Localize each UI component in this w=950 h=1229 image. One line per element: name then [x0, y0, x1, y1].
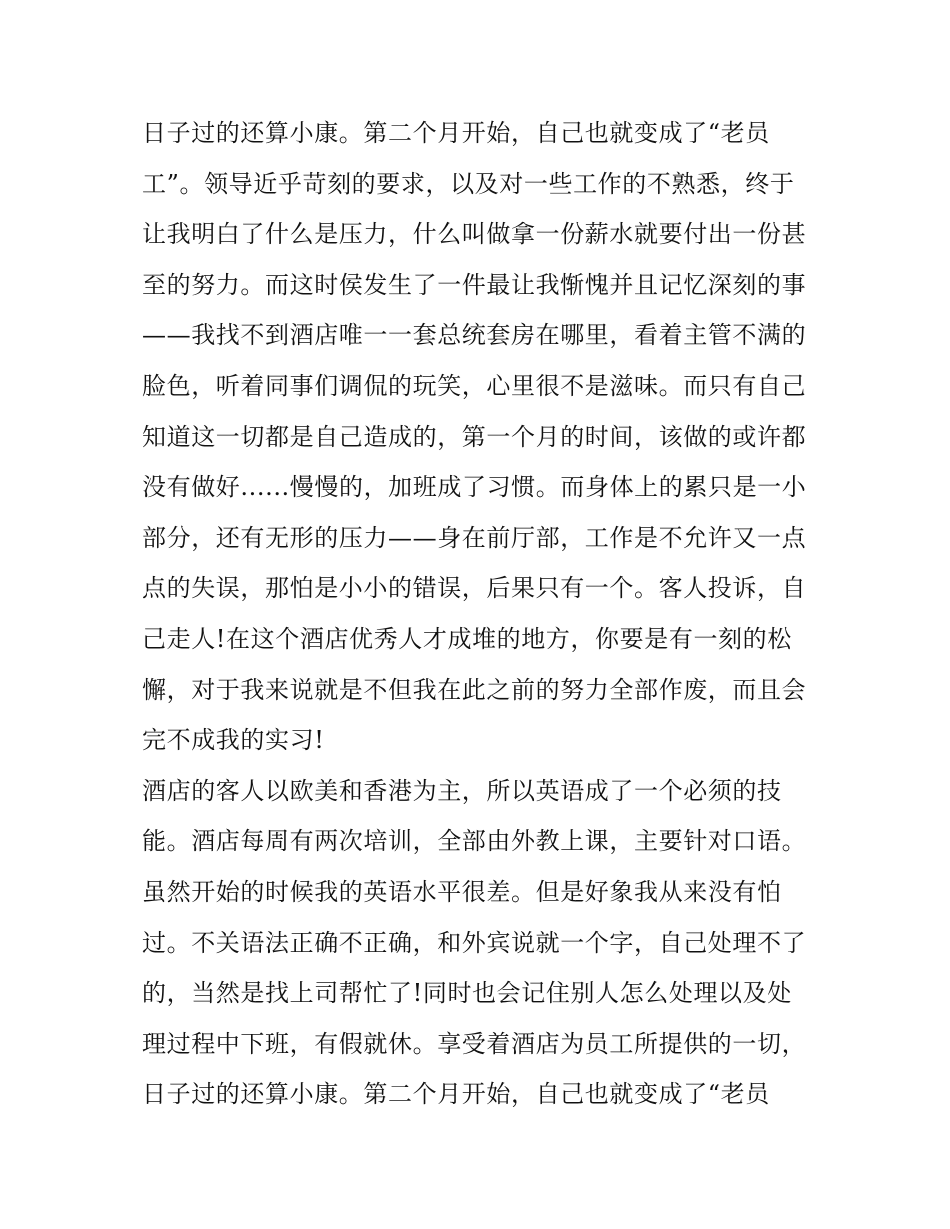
text-line: 至的努力。而这时侯发生了一件最让我惭愧并且记忆深刻的事	[142, 270, 807, 299]
text-line: 理过程中下班，有假就休。享受着酒店为员工所提供的一切，	[142, 1029, 807, 1058]
body-text	[142, 108, 822, 1120]
text-line: 完不成我的实习!	[142, 726, 325, 755]
text-line: 己走人!在这个酒店优秀人才成堆的地方，你要是有一刻的松	[142, 624, 792, 653]
text-line: 知道这一切都是自己造成的，第一个月的时间，该做的或许都	[142, 422, 807, 451]
text-line: 的，当然是找上司帮忙了!同时也会记住别人怎么处理以及处	[142, 979, 792, 1008]
text-line: 部分，还有无形的压力——身在前厅部，工作是不允许又一点	[142, 523, 807, 552]
text-line: 日子过的还算小康。第二个月开始，自己也就变成了“老员	[142, 1080, 770, 1109]
text-line: ——我找不到酒店唯一一套总统套房在哪里，看着主管不满的	[142, 321, 807, 350]
text-line: 能。酒店每周有两次培训，全部由外教上课，主要针对口语。	[142, 827, 807, 856]
text-line: 过。不关语法正确不正确，和外宾说就一个字，自己处理不了	[142, 928, 807, 957]
text-line: 酒店的客人以欧美和香港为主，所以英语成了一个必须的技	[142, 776, 782, 805]
text-line: 让我明白了什么是压力，什么叫做拿一份薪水就要付出一份甚	[142, 220, 807, 249]
text-line: 日子过的还算小康。第二个月开始，自己也就变成了“老员	[142, 119, 770, 147]
text-line: 脸色，听着同事们调侃的玩笑，心里很不是滋味。而只有自己	[142, 371, 807, 400]
text-line: 懈，对于我来说就是不但我在此之前的努力全部作废，而且会	[142, 675, 807, 704]
text-line: 点的失误，那怕是小小的错误，后果只有一个。客人投诉，自	[142, 574, 807, 603]
text-line: 虽然开始的时候我的英语水平很差。但是好象我从来没有怕	[142, 877, 782, 906]
text-line: 工”。领导近乎苛刻的要求，以及对一些工作的不熟悉，终于	[142, 169, 795, 198]
text-line: 没有做好......慢慢的，加班成了习惯。而身体上的累只是一小	[142, 473, 807, 502]
